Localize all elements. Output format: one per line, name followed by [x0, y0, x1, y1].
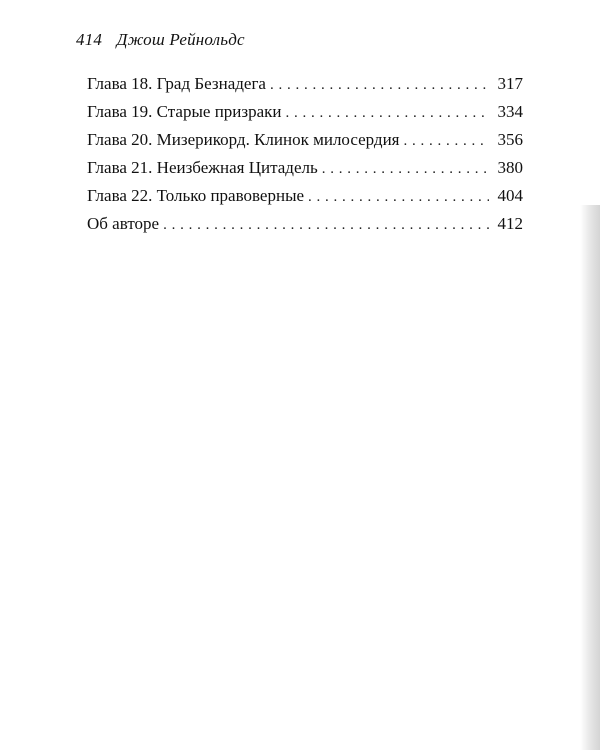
toc-entry-page: 404 — [497, 186, 523, 205]
dot-leader — [308, 189, 489, 206]
toc-entry-page: 356 — [497, 130, 523, 149]
author-name: Джош Рейнольдс — [116, 30, 245, 49]
dot-leader — [286, 105, 489, 122]
toc-entry-title: Глава 20. Мизерикорд. Клинок милосердия — [87, 130, 400, 149]
dot-leader — [322, 161, 489, 178]
dot-leader — [163, 217, 489, 234]
dot-leader — [270, 77, 489, 94]
toc-entry — [87, 214, 523, 242]
toc-entry-title: Глава 18. Град Безнадега — [87, 74, 266, 93]
dot-leader — [404, 133, 490, 150]
page-edge-shadow — [580, 205, 600, 750]
toc-entry — [87, 74, 523, 102]
table-of-contents — [87, 74, 523, 242]
page-number: 414 — [76, 30, 103, 49]
toc-entry-title: Глава 22. Только правоверные — [87, 186, 305, 205]
toc-entry-page: 412 — [497, 214, 523, 233]
toc-entry — [87, 130, 523, 158]
toc-entry — [87, 102, 523, 130]
toc-entry-title: Глава 21. Неизбежная Цитадель — [87, 158, 318, 177]
toc-entry-page: 380 — [497, 158, 523, 177]
toc-entry-page: 317 — [497, 74, 523, 93]
running-head — [76, 30, 245, 50]
toc-entry-page: 334 — [497, 102, 523, 121]
toc-entry — [87, 186, 523, 214]
toc-entry — [87, 158, 523, 186]
toc-entry-title: Глава 19. Старые призраки — [87, 102, 282, 121]
toc-entry-title: Об авторе — [87, 214, 160, 233]
